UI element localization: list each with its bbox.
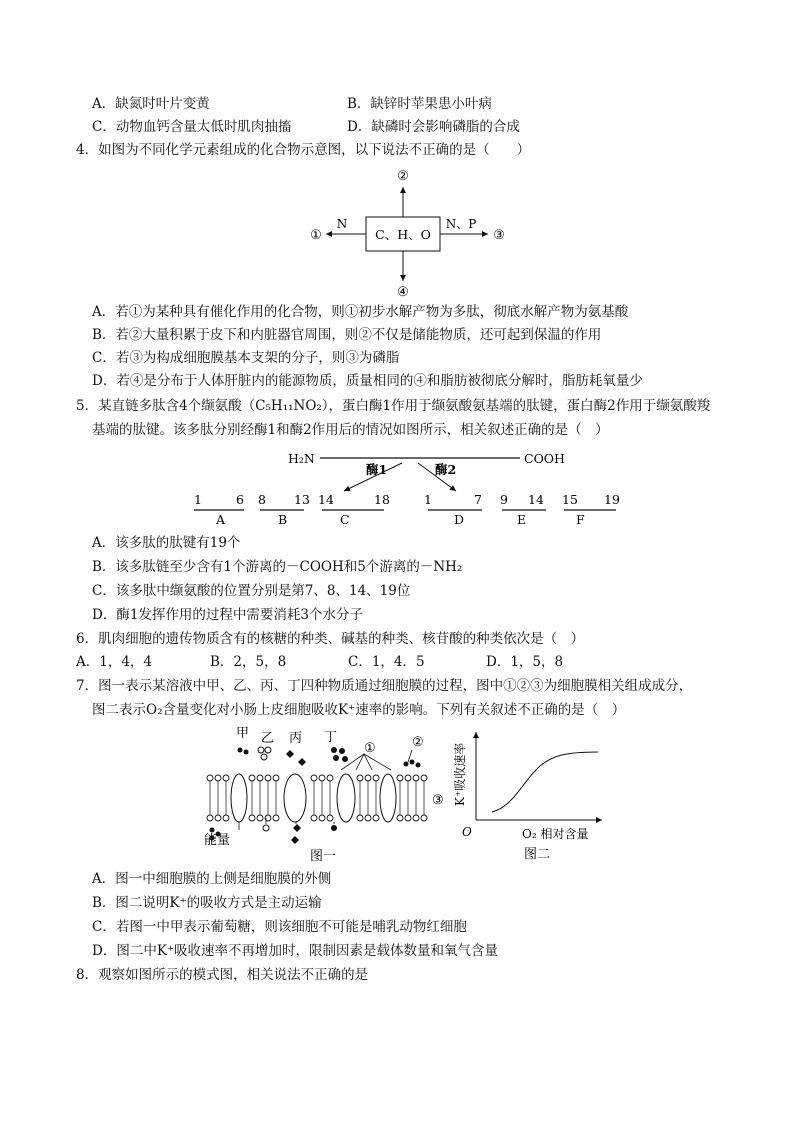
svg-text:A: A [216, 512, 226, 527]
x-axis-label: O₂ 相对含量 [522, 827, 589, 841]
q3-option-d: D．缺磷时会影响磷脂的合成 [347, 119, 520, 135]
left-arrow-label: N [336, 217, 348, 231]
label-2: ② [412, 735, 424, 750]
q7-option-b: B．图二说明K⁺的吸收方式是主动运输 [92, 895, 322, 911]
svg-text:14: 14 [318, 492, 334, 507]
fragment-c [318, 492, 390, 527]
svg-text:14: 14 [528, 492, 544, 507]
svg-text:9: 9 [500, 492, 508, 507]
figure1-caption: 图一 [310, 849, 337, 864]
svg-text:18: 18 [374, 492, 390, 507]
label-4: ④ [397, 285, 409, 300]
q7-stem-line1: 7．图一表示某溶液中甲、乙、丙、丁四种物质通过细胞膜的过程，图中①②③为细胞膜相关组成成分， [76, 678, 693, 694]
q6-option-d: D．1，5，8 [486, 654, 564, 670]
q4-stem: 4．如图为不同化学元素组成的化合物示意图，以下说法不正确的是（ ） [76, 142, 531, 158]
q7-figure1-membrane [196, 722, 458, 864]
q3-option-b: B．缺锌时苹果患小叶病 [347, 96, 492, 112]
origin-label: O [462, 825, 472, 839]
fragment-d [424, 492, 482, 527]
q5-option-d: D．酶1发挥作用的过程中需要消耗3个水分子 [92, 607, 364, 623]
q7-option-c: C．若图一中甲表示葡萄糖，则该细胞不可能是哺乳动物红细胞 [92, 919, 467, 935]
svg-text:7: 7 [474, 492, 482, 507]
svg-text:E: E [517, 512, 527, 527]
q4-option-b: B．若②大量积累于皮下和内脏器官周围，则②不仅是储能物质，还可起到保温的作用 [92, 327, 602, 343]
q4-option-a: A．若①为某种具有催化作用的化合物，则①初步水解产物为多肽，彻底水解产物为氨基酸 [92, 304, 629, 320]
cooh-label: COOH [524, 451, 565, 466]
svg-text:13: 13 [294, 492, 310, 507]
fragment-b [258, 492, 310, 527]
label-3: ③ [493, 228, 505, 243]
svg-text:D: D [454, 512, 465, 527]
label-1: ① [364, 741, 376, 756]
q5-stem-line1: 5．某直链多肽含4个缬氨酸（C₅H₁₁NO₂），蛋白酶1作用于缬氨酸氨基端的肽键，蛋白酶2作用于缬氨酸羧 [76, 398, 711, 414]
q5-option-a: A．该多肽的肽键有19个 [92, 535, 241, 551]
q5-stem-line2: 基端的肽键。该多肽分别经酶1和酶2作用后的情况如图所示，相关叙述正确的是（ ） [92, 422, 609, 438]
enzyme1-label: 酶1 [366, 462, 388, 477]
q8-stem: 8．观察如图所示的模式图，相关说法不正确的是 [76, 967, 369, 983]
label-bing: 丙 [289, 731, 303, 746]
q5-option-b: B．该多肽链至少含有1个游离的－COOH和5个游离的－NH₂ [92, 559, 463, 575]
enzyme2-label: 酶2 [435, 462, 457, 477]
h2n-label: H₂N [288, 451, 315, 466]
q6-option-a: A．1，4，4 [76, 654, 153, 670]
fragment-e [500, 492, 546, 527]
svg-text:19: 19 [604, 492, 620, 507]
label-2: ② [397, 169, 409, 184]
fragment-f [562, 492, 620, 527]
label-1: ① [310, 228, 322, 243]
q3-option-a: A．缺氮时叶片变黄 [92, 96, 210, 112]
q7-stem-line2: 图二表示O₂含量变化对小肠上皮细胞吸收K⁺速率的影响。下列有关叙述不正确的是（ ） [92, 702, 626, 718]
q5-option-c: C．该多肽中缬氨酸的位置分别是第7、8、14、19位 [92, 583, 411, 599]
svg-text:B: B [278, 512, 288, 527]
svg-text:15: 15 [562, 492, 578, 507]
q5-peptide-diagram [180, 446, 640, 532]
k-absorption-curve [492, 752, 598, 812]
q4-compound-diagram [296, 164, 516, 302]
svg-text:6: 6 [236, 492, 244, 507]
label-jia: 甲 [236, 726, 250, 741]
fragment-a [194, 492, 244, 527]
svg-text:F: F [576, 512, 585, 527]
q6-option-c: C．1，4．5 [348, 654, 425, 670]
svg-text:8: 8 [258, 492, 266, 507]
figure2-caption: 图二 [524, 847, 551, 862]
q7-option-d: D．图二中K⁺吸收速率不再增加时，限制因素是载体数量和氧气含量 [92, 943, 499, 959]
svg-text:1: 1 [424, 492, 432, 507]
q4-option-c: C．若③为构成细胞膜基本支架的分子，则③为磷脂 [92, 350, 400, 366]
svg-text:1: 1 [194, 492, 202, 507]
q6-option-b: B．2，5，8 [210, 654, 287, 670]
q3-option-c: C．动物血钙含量太低时肌肉抽搐 [92, 119, 292, 135]
q7-option-a: A．图一中细胞膜的上侧是细胞膜的外侧 [92, 871, 332, 887]
label-ding: 丁 [324, 730, 338, 745]
q4-option-d: D．若④是分布于人体肝脏内的能源物质，质量相同的④和脂肪被彻底分解时，脂肪耗氧量少 [92, 373, 643, 389]
q7-figure2-chart [452, 726, 612, 866]
label-yi: 乙 [261, 731, 275, 746]
center-label: C、H、O [375, 227, 431, 242]
label-3: ③ [432, 793, 444, 808]
energy-label: 能量 [204, 833, 231, 848]
right-arrow-label: N、P [445, 217, 477, 231]
y-axis-label: K⁺吸收速率 [453, 742, 467, 806]
q6-stem: 6．肌肉细胞的遗传物质含有的核糖的种类、碱基的种类、核苷酸的种类依次是（ ） [76, 631, 585, 647]
svg-text:C: C [340, 512, 350, 527]
